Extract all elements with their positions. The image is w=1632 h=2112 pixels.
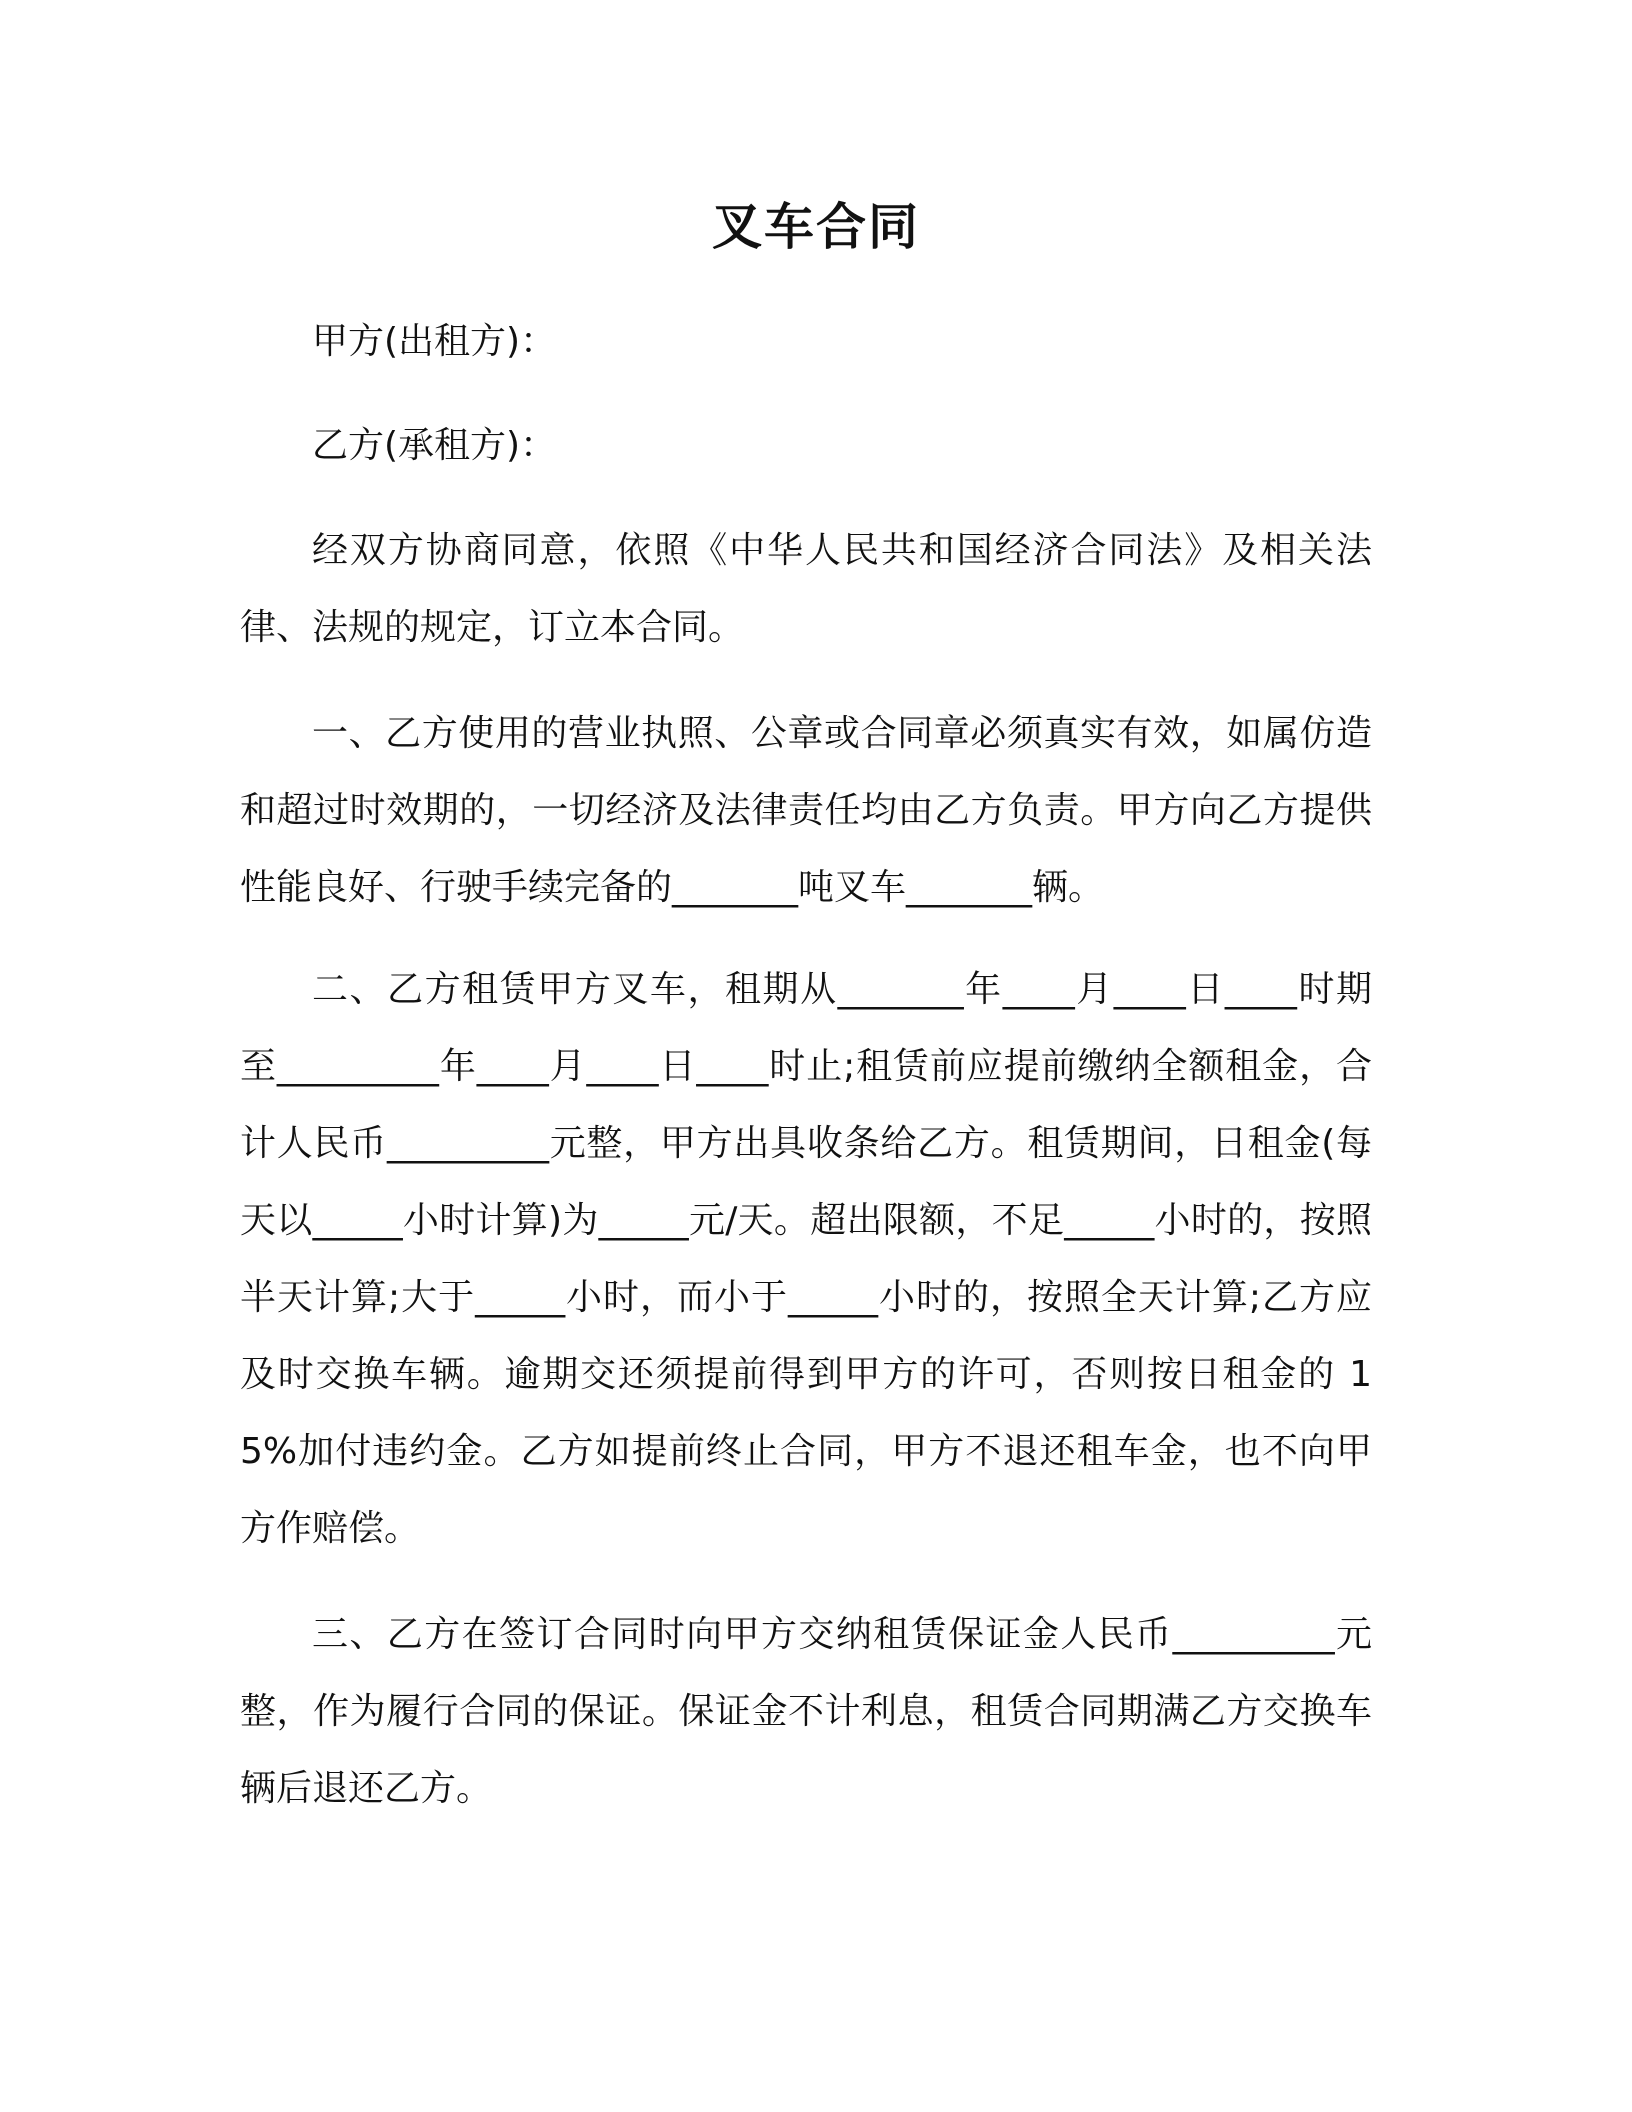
- clause-3-paragraph: 三、乙方在签订合同时向甲方交纳租赁保证金人民币_________元整，作为履行合同的保证。保证金不计利息，租赁合同期满乙方交换车辆后退还乙方。: [240, 1614, 1372, 1809]
- party-a-label: 甲方(出租方)：: [312, 321, 557, 362]
- party-b-label: 乙方(承租方)：: [312, 425, 557, 466]
- clause-2-paragraph: 二、乙方租赁甲方叉车，租期从_______年____月____日____时期至_________年____月____日____时止;租赁前应提前缴纳全额租金，合计人民币_________元整，甲方出具收条给乙方。租赁期间，日租金(每天以_____小时计算)为_____元/天。超出限额，不足_____小时的，按照半天计算;大于_____小时，而小于_____小时的，按照全天计算;乙方应及时交换车辆。逾期交还须提前得到甲方的许可，否则按日租金的 15%加付违约金。乙方如提前终止合同，甲方不退还租车金，也不向甲方作赔偿。: [240, 969, 1372, 1549]
- document-title: 叉车合同: [712, 198, 920, 256]
- intro-paragraph: 经双方协商同意，依照《中华人民共和国经济合同法》及相关法律、法规的规定，订立本合同。: [240, 530, 1372, 648]
- clause-1-paragraph: 一、乙方使用的营业执照、公章或合同章必须真实有效，如属仿造和超过时效期的，一切经济及法律责任均由乙方负责。甲方向乙方提供性能良好、行驶手续完备的_______吨叉车_______辆。: [240, 713, 1372, 908]
